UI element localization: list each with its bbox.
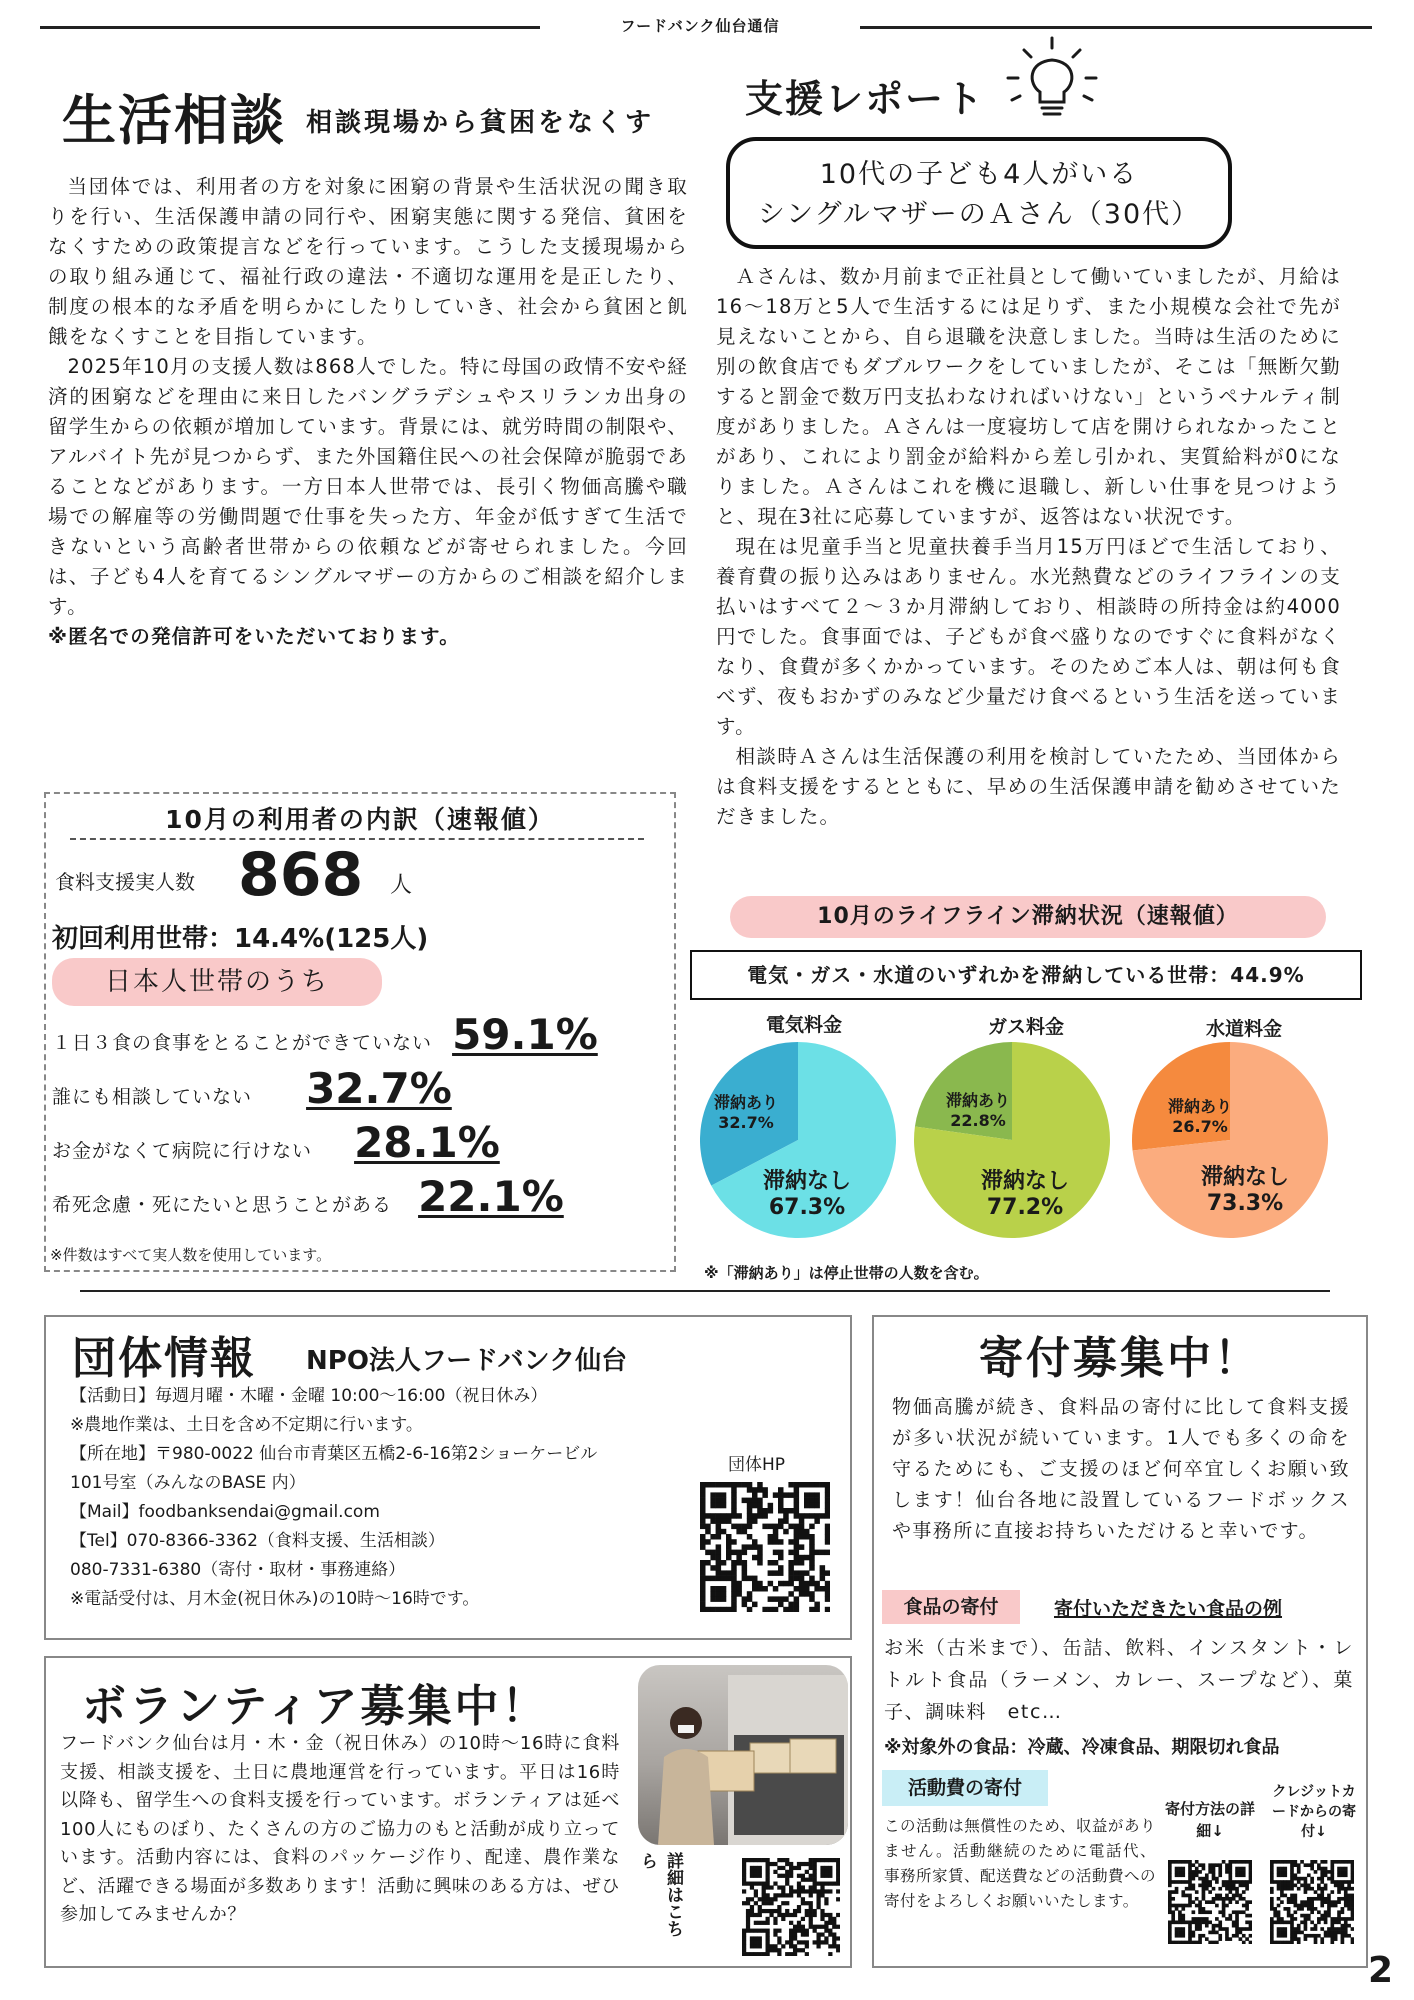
pie-slice-value: 26.7% xyxy=(1172,1117,1228,1136)
org-line: 【活動日】毎週月曜・木曜・金曜 10:00〜16:00（祝日休み） xyxy=(70,1386,548,1406)
count-label: 食料支援実人数 xyxy=(55,870,195,894)
page-number: 2 xyxy=(1368,1950,1394,1991)
detail-vertical-text: 詳細はこちら xyxy=(637,1852,683,1937)
qr1-label: 寄付方法の詳細↓ xyxy=(1164,1800,1255,1840)
lifeline-pill: 10月のライフライン滞納状況（速報値） xyxy=(730,896,1326,938)
pie-label-electric-yes xyxy=(706,1090,786,1132)
pie-title-electric: 電気料金 xyxy=(765,1014,842,1036)
org-line: 【所在地】〒980-0022 仙台市青葉区五橋2-6-16第2ショーケービル xyxy=(70,1444,598,1464)
credit-card-donation-qr-code[interactable] xyxy=(1270,1860,1354,1944)
report-title: 支援レポート xyxy=(745,77,986,121)
users-stats-title: 10月の利用者の内訳（速報値） xyxy=(165,805,555,834)
stat-label: 希死念慮・死にたいと思うことがある xyxy=(52,1194,393,1216)
pie-slice-value: 73.3% xyxy=(1206,1191,1284,1216)
org-details xyxy=(70,1382,710,1614)
donation-title: 寄付募集中！ xyxy=(979,1333,1261,1384)
stat-row xyxy=(52,1118,500,1167)
org-name: NPO法人フードバンク仙台 xyxy=(306,1346,628,1376)
org-line: ※電話受付は、月木金(祝日休み)の10時〜16時です。 xyxy=(70,1589,480,1609)
pie-slice-value: 77.2% xyxy=(986,1195,1064,1220)
consult-title: 生活相談 xyxy=(62,89,286,152)
volunteer-title: ボランティア募集中！ xyxy=(82,1681,549,1732)
pie-label-water-yes xyxy=(1160,1094,1240,1136)
pie-title-water: 水道料金 xyxy=(1205,1018,1282,1040)
lightbulb-icon xyxy=(1004,34,1100,130)
count-unit: 人 xyxy=(390,873,413,898)
pie-slice-label: 滞納あり xyxy=(713,1093,778,1112)
consult-note: ※匿名での発信許可をいただいております。 xyxy=(48,625,460,648)
pie-label-water-no xyxy=(1190,1160,1300,1216)
fund-donation-tag: 活動費の寄付 xyxy=(882,1770,1048,1806)
case-box xyxy=(726,137,1232,249)
count-value: 868 xyxy=(238,840,364,910)
pie-slice-label: 滞納なし xyxy=(1200,1165,1289,1190)
stat-value: 59.1% xyxy=(452,1010,598,1059)
org-hp-qr-code[interactable] xyxy=(700,1482,830,1612)
case-line-2: シングルマザーのＡさん（30代） xyxy=(757,199,1201,230)
volunteer-photo xyxy=(638,1665,848,1845)
org-hp-label: 団体HP xyxy=(728,1455,786,1475)
pie-slice-label: 滞納あり xyxy=(1167,1097,1232,1116)
consult-body xyxy=(48,172,688,652)
stat-value: 32.7% xyxy=(306,1064,452,1113)
pie-title-gas: ガス料金 xyxy=(987,1016,1064,1038)
volunteer-detail-label xyxy=(634,1852,694,1952)
lifeline-summary: 電気・ガス・水道のいずれかを滞納している世帯：44.9% xyxy=(690,950,1362,1000)
pie-label-gas-yes xyxy=(938,1088,1018,1130)
volunteer-text: フードバンク仙台は月・木・金（祝日休み）の10時〜16時に食料支援、相談支援を、土日に農地運営を行っています。平日は16時以降も、留学生への食料支援を行っています。ボランティアは延べ100人にものぼり、たくさんの方のご協力のもと活動が成り立っています。活動内容には、食料のパッケージ作り、配達、農作業など、活躍できる場面が多数あります！活動に興味のある方は、ぜひ参加してみませんか？ xyxy=(60,1733,620,1925)
consult-subtitle: 相談現場から貧困をなくす xyxy=(306,108,655,138)
donation-text: 物価高騰が続き、食料品の寄付に比して食料支援が多い状況が続いています。1人でも多くの命を守るためにも、ご支援のほど何卒宜しくお願い致します！仙台各地に設置しているフードボックスや事務所に直接お持ちいただけると幸いです。 xyxy=(892,1396,1350,1542)
consult-paragraph-1: 当団体では、利用者の方を対象に困窮の背景や生活状況の聞き取りを行い、生活保護申請の同行や、困窮実態に関する発信、貧困をなくすための政策提言などを行っています。こうした支援現場からの取り組み通じて、福祉行政の違法・不適切な運用を是正したり、制度の根本的な矛盾を明らかにしたりしていき、社会から貧困と飢餓をなくすことを目指しています。 xyxy=(48,175,688,348)
stat-row xyxy=(52,1064,452,1113)
food-examples-link[interactable]: 寄付いただきたい食品の例 xyxy=(1054,1598,1283,1620)
report-paragraph-1: Ａさんは、数か月前まで正社員として働いていましたが、月給は16〜18万と5人で生活するには足りず、また小規模な会社で先が見えないことから、自ら退職を決意しました。当時は生活のために別の飲食店でもダブルワークをしていましたが、そこは「無断欠勤すると罰金で数万円支払わなければいけない」というペナルティ制度がありました。Ａさんは一度寝坊して店を開けられなかったことがあり、これにより罰金が給料から差し引かれ、実質給料が0になりました。Ａさんはこれを機に退職し、新しい仕事を見つけようと、現在3社に応募していますが、返答はない状況です。 xyxy=(716,265,1341,528)
consult-paragraph-2: 2025年10月の支援人数は868人でした。特に母国の政情不安や経済的困窮などを理由に来日したバングラデシュやスリランカ出身の留学生からの依頼が増加しています。背景には、就労時間の制限や、アルバイト先が見つからず、また外国籍住民への社会保障が脆弱であることなどがあります。一方日本人世帯では、長引く物価高騰や職場での解雇等の労働問題で仕事を失った方、年金が低すぎて生活できないという高齢者世帯からの依頼などが寄せられました。今回は、子ども4人を育てるシングルマザーの方からのご相談を紹介します。 xyxy=(48,355,688,618)
stat-label: １日３食の食事をとることができていない xyxy=(52,1032,433,1054)
org-title: 団体情報 xyxy=(72,1333,256,1384)
pie-slice-value: 22.8% xyxy=(950,1111,1006,1130)
volunteer-detail-qr-code[interactable] xyxy=(742,1858,840,1956)
pie-slice-value: 67.3% xyxy=(768,1195,846,1220)
org-line: 【Mail】foodbanksendai@gmail.com xyxy=(70,1502,380,1522)
pie-label-electric-no xyxy=(752,1164,862,1220)
donation-method-qr-code[interactable] xyxy=(1168,1860,1252,1944)
newsletter-title: フードバンク仙台通信 xyxy=(620,17,780,35)
pie-slice-label: 滞納なし xyxy=(762,1169,851,1194)
org-line: 【Tel】070-8366-3362（食料支援、生活相談） xyxy=(70,1531,445,1551)
stat-value: 28.1% xyxy=(354,1118,500,1167)
food-donation-tag: 食品の寄付 xyxy=(882,1590,1020,1624)
stat-label: 誰にも相談していない xyxy=(52,1086,253,1108)
pie-slice-label: 滞納あり xyxy=(945,1091,1010,1110)
stat-row xyxy=(52,1172,564,1221)
users-footnote: ※件数はすべて実人数を使用しています。 xyxy=(50,1246,332,1264)
japanese-households-pill: 日本人世帯のうち xyxy=(52,958,382,1006)
report-paragraph-3: 相談時Ａさんは生活保護の利用を検討していたため、当団体からは食料支援をするとともに、早めの生活保護申請を勧めさせていただきました。 xyxy=(716,745,1341,828)
org-line: 080-7331-6380（寄付・取材・事務連絡） xyxy=(70,1560,406,1580)
header-rule-right xyxy=(860,26,1372,29)
org-line: 101号室（みんなのBASE 内） xyxy=(70,1473,306,1493)
qr2-label: クレジットカードからの寄付↓ xyxy=(1272,1784,1356,1840)
case-line-1: 10代の子ども4人がいる xyxy=(819,159,1139,190)
fund-donation-text: この活動は無償性のため、収益がありません。活動継続のために電話代、事務所家賃、配送費などの活動費への寄付をよろしくお願いいたします。 xyxy=(884,1817,1157,1910)
food-examples-text: お米（古米まで）、缶詰、飲料、インスタント・レトルト食品（ラーメン、カレー、スープなど）、菓子、調味料 etc… xyxy=(884,1637,1354,1723)
report-paragraph-2: 現在は児童手当と児童扶養手当月15万円ほどで生活しており、養育費の振り込みはありません。水光熱費などのライフラインの支払いはすべて２〜３か月滞納しており、相談時の所持金は約4000円でした。食事面では、子どもが食べ盛りなのですぐに食料がなくなり、食費が多くかかっています。そのためご本人は、朝は何も食べず、夜もおかずのみなど少量だけ食べるという生活を送っています。 xyxy=(716,535,1341,738)
report-body xyxy=(716,262,1341,832)
section-divider xyxy=(80,1290,1330,1292)
food-exclusion-note: ※対象外の食品：冷蔵、冷凍食品、期限切れ食品 xyxy=(884,1737,1280,1758)
pie-label-gas-no xyxy=(970,1164,1080,1220)
header-rule-left xyxy=(40,26,540,29)
org-line: ※農地作業は、土日を含め不定期に行います。 xyxy=(70,1415,423,1435)
stat-label: お金がなくて病院に行けない xyxy=(52,1140,313,1162)
pie-slice-value: 32.7% xyxy=(718,1113,774,1132)
pie-slice-label: 滞納なし xyxy=(980,1169,1069,1194)
first-time-households: 初回利用世帯：14.4%(125人) xyxy=(52,924,429,954)
lifeline-footnote: ※「滞納あり」は停止世帯の人数を含む。 xyxy=(704,1264,989,1282)
stat-value: 22.1% xyxy=(418,1172,564,1221)
stat-row xyxy=(52,1010,598,1059)
